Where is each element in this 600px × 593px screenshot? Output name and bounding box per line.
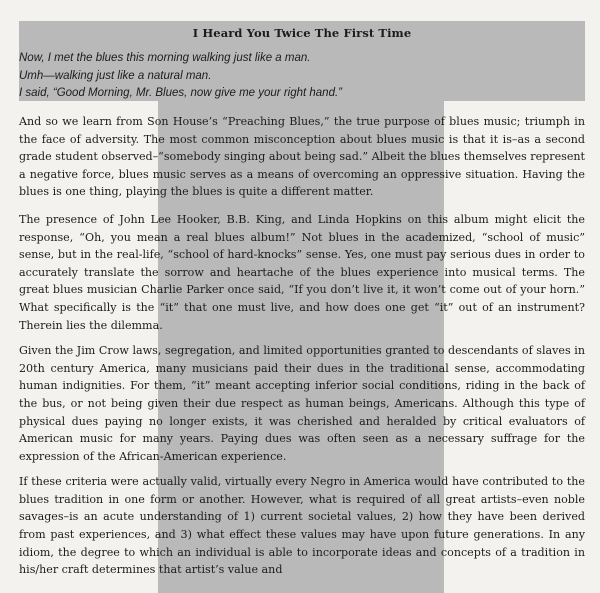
verse-line: Umh—walking just like a natural man. [19,69,212,82]
blues-verse [19,50,579,103]
paragraph: And so we learn from Son House’s “Preaching Blues,” the true purpose of blues music; triumph in the face of adversity. The most common misconception about blues music is that it is–as a second grade student observed–“somebody singing about being sad.” Albeit the blues themselves represent a negative force, blues music serves as a means of overcoming an oppressive situation. Having the blues is one thing, playing the blues is quite a different matter. [19,115,585,199]
paragraph: Given the Jim Crow laws, segregation, and limited opportunities granted to descendants of slaves in 20th century America, many musicians paid their dues in the traditional sense, accommodating human indignities. For them, “it” meant accepting inferior social conditions, riding in the back of the bus, or not being given their due respect as human beings, Americans. Although this type of physical dues paying no longer exists, it was cherished and heralded by critical evaluators of American music for many years. Paying dues was often seen as a necessary suffrage for the expression of the African-American experience. [19,344,585,463]
essay-body [19,113,585,587]
page-heading: I Heard You Twice The First Time [192,26,412,40]
paragraph: If these criteria were actually valid, virtually every Negro in America would have contributed to the blues tradition in one form or another. However, what is required of all great artists–even noble savages–is an acute understanding of 1) current societal values, 2) how they have been derived from past experiences, and 3) what effect these values may have upon future generations. In any idiom, the degree to which an individual is able to incorporate ideas and concepts of a tradition in his/her craft determines that artist’s value and [19,475,585,577]
verse-line: Now, I met the blues this morning walking just like a man. [19,52,311,64]
paragraph: The presence of John Lee Hooker, B.B. King, and Linda Hopkins on this album might elicit the response, “Oh, you mean a real blues album!” Not blues in the academized, “school of music” sense, but in the real-life, “school of hard-knocks” sense. Yes, one must pay serious dues in order to accurately translate the sorrow and heartache of the blues experience into musical terms. The great blues musician Charlie Parker once said, “If you don’t live it, it won’t come out of your horn.” What specifically is the “it” that one must live, and how does one get “it” out of an instrument? Therein lies the dilemma. [19,212,585,332]
verse-line: I said, “Good Morning, Mr. Blues, now give me your right hand.” [19,87,342,99]
